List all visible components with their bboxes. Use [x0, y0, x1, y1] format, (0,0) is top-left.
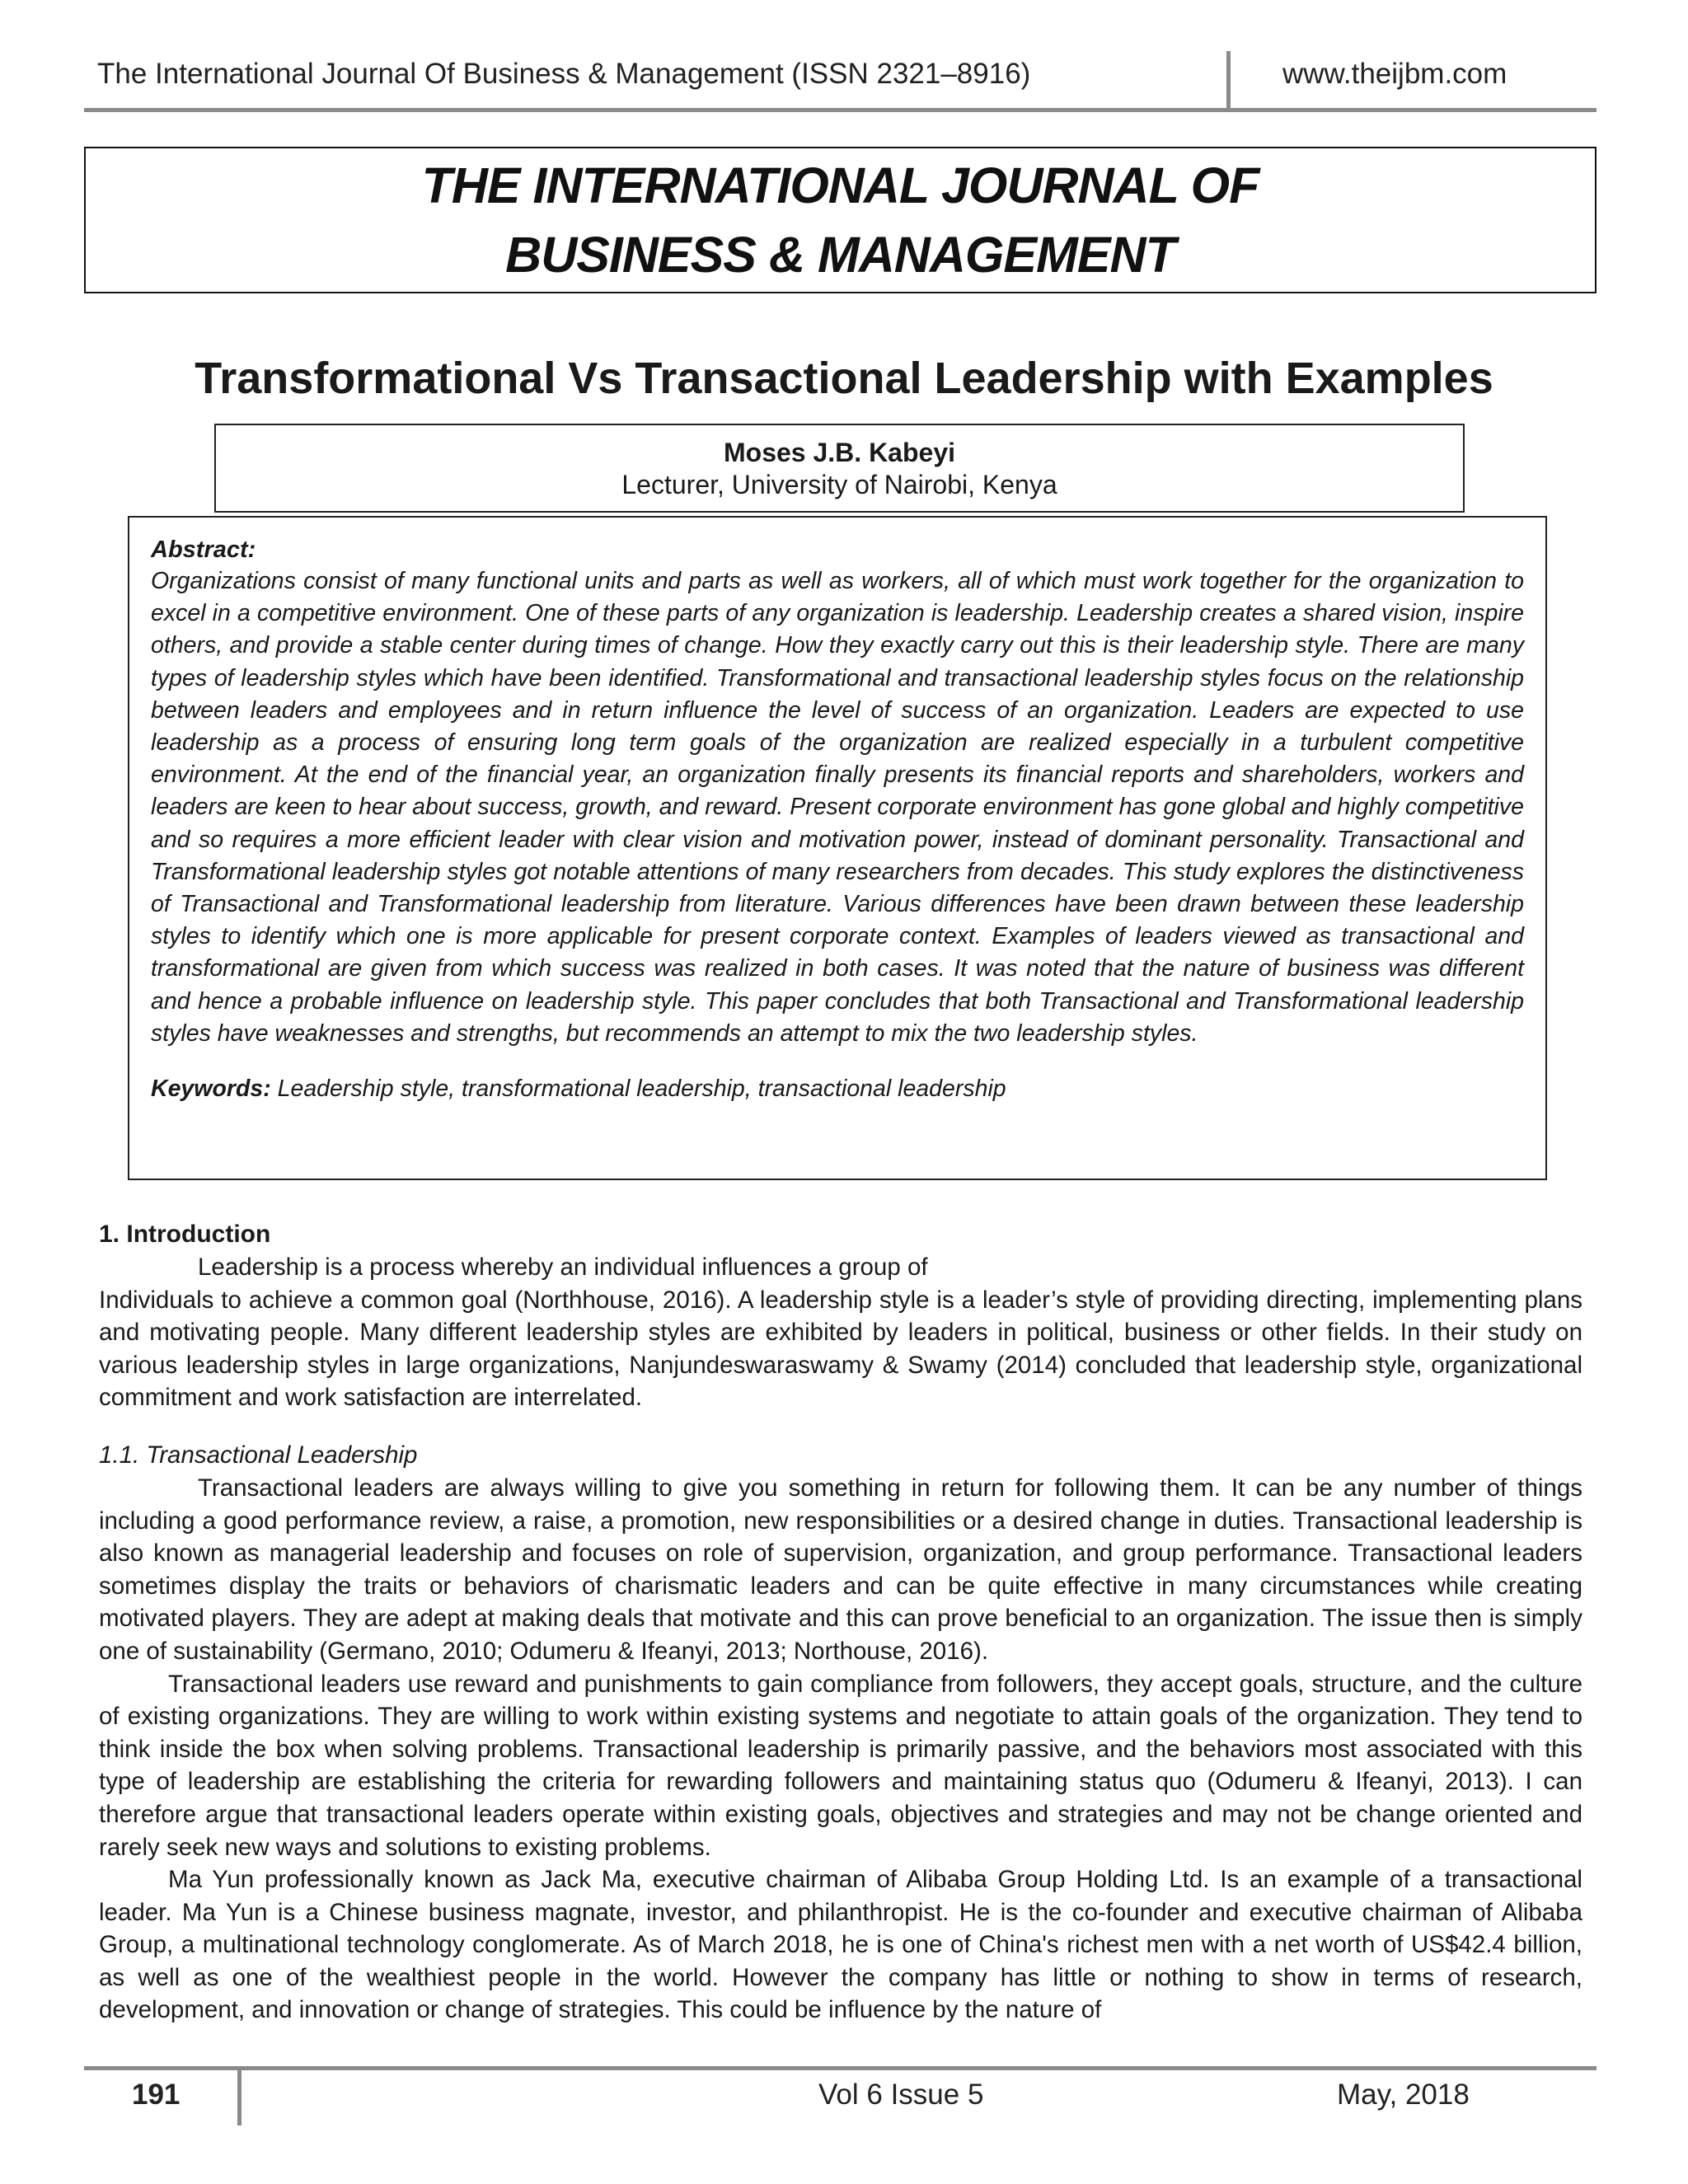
author-name: Moses J.B. Kabeyi [724, 438, 955, 467]
author-affiliation: Lecturer, University of Nairobi, Kenya [621, 470, 1057, 499]
subsection-heading-transactional: 1.1. Transactional Leadership [99, 1441, 418, 1469]
header-rule [84, 108, 1597, 112]
header-divider [1226, 51, 1231, 110]
abstract-text: Organizations consist of many functional units and parts as well as workers, all of which must work together for the organization to excel in a competitive environment. One of these parts of any organization is leadership. Leadership creates a shared vision, inspire others, and provide a stable center during times of change. How they exactly carry out this is their leadership style. There are many types of leadership styles which have been identified. Transformational and transactional leadership styles focus on the relationship between leaders and employees and in return influence the level of success of an organization. Leaders are expected to use leadership as a process of ensuring long term goals of the organization are realized especially in a turbulent competitive environment. At the end of the financial year, an organization finally presents its financial reports and shareholders, workers and leaders are keen to hear about success, growth, and reward. Present corporate environment has gone global and highly competitive and so requires a more efficient leader with clear vision and motivation power, instead of dominant personality. Transactional and Transformational leadership styles got notable attentions of many researchers from decades. This study explores the distinctiveness of Transactional and Transformational leadership from literature. Various differences have been drawn between these leadership styles to identify which one is more applicable for present corporate context. Examples of leaders viewed as transactional and transformational are given from which success was realized in both cases. It was noted that the nature of business was different and hence a probable influence on leadership style. This paper concludes that both Transactional and Transformational leadership styles have weaknesses and strengths, but recommends an attempt to mix the two leadership styles. [151, 568, 1524, 1047]
running-header-website: www.theijbm.com [1282, 58, 1507, 90]
body-text [99, 1218, 1582, 2027]
paragraph-transactional-1: Transactional leaders are always willing to give you something in return for following them. It can be any number of things including a good performance review, a raise, a promotion, new responsibilities or a desired change in duties. Transactional leadership is also known as managerial leadership and focuses on role of supervision, organization, and group performance. Transactional leaders sometimes display the traits or behaviors of charismatic leaders and can be quite effective in many circumstances while creating motivated players. They are adept at making deals that motivate and this can prove beneficial to an organization. The issue then is simply one of sustainability (Germano, 2010; Odumeru & Ifeanyi, 2013; Northouse, 2016). [99, 1474, 1582, 1665]
article-title: Transformational Vs Transactional Leadership with Examples [195, 354, 1493, 403]
volume-issue: Vol 6 Issue 5 [818, 2079, 984, 2111]
issue-date: May, 2018 [1337, 2079, 1470, 2111]
intro-first-line: Leadership is a process whereby an individual influences a group of [198, 1254, 928, 1281]
footer-divider [237, 2066, 241, 2125]
banner-line-2: BUSINESS & MANAGEMENT [505, 227, 1175, 283]
author-box [214, 424, 1465, 513]
banner-line-1: THE INTERNATIONAL JOURNAL OF [421, 157, 1259, 213]
keywords-line [151, 1073, 1524, 1104]
section-heading-introduction: 1. Introduction [99, 1221, 271, 1248]
journal-banner [84, 147, 1597, 293]
abstract-heading: Abstract: [151, 537, 256, 563]
paragraph-transactional-2: Transactional leaders use reward and punishments to gain compliance from followers, they accept goals, structure, and the culture of existing organizations. They are willing to work within existing systems and negotiate to attain goals of the organization. They tend to think inside the box when solving problems. Transactional leadership is primarily passive, and the behaviors most associated with this type of leadership are establishing the criteria for rewarding followers and maintaining status quo (Odumeru & Ifeanyi, 2013). I can therefore argue that transactional leaders operate within existing goals, objectives and strategies and may not be change oriented and rarely seek new ways and solutions to existing problems. [99, 1670, 1582, 1861]
keywords-label: Keywords: [151, 1076, 271, 1103]
intro-paragraph: Individuals to achieve a common goal (Northhouse, 2016). A leadership style is a leader’s style of providing directing, implementing plans and motivating people. Many different leadership styles are exhibited by leaders in political, business or other fields. In their study on various leadership styles in large organizations, Nanjundeswaraswamy & Swamy (2014) concluded that leadership style, organizational commitment and work satisfaction are interrelated. [99, 1286, 1582, 1412]
keywords-text: Leadership style, transformational leadership, transactional leadership [270, 1076, 1006, 1103]
abstract-box [128, 516, 1547, 1180]
paragraph-transactional-3: Ma Yun professionally known as Jack Ma, executive chairman of Alibaba Group Holding Ltd. Is an example of a transactional leader. Ma Yun is a Chinese business magnate, investor, and philanthropist. He is the co-founder and executive chairman of Alibaba Group, a multinational technology conglomerate. As of March 2018, he is one of China's richest men with a net worth of US$42.4 billion, as well as one of the wealthiest people in the world. However the company has little or nothing to show in terms of research, development, and innovation or change of strategies. This could be influence by the nature of [99, 1866, 1582, 2024]
running-header-journal: The International Journal Of Business & Management (ISSN 2321–8916) [97, 58, 1031, 90]
page-number: 191 [132, 2079, 181, 2111]
footer-rule [84, 2066, 1597, 2070]
